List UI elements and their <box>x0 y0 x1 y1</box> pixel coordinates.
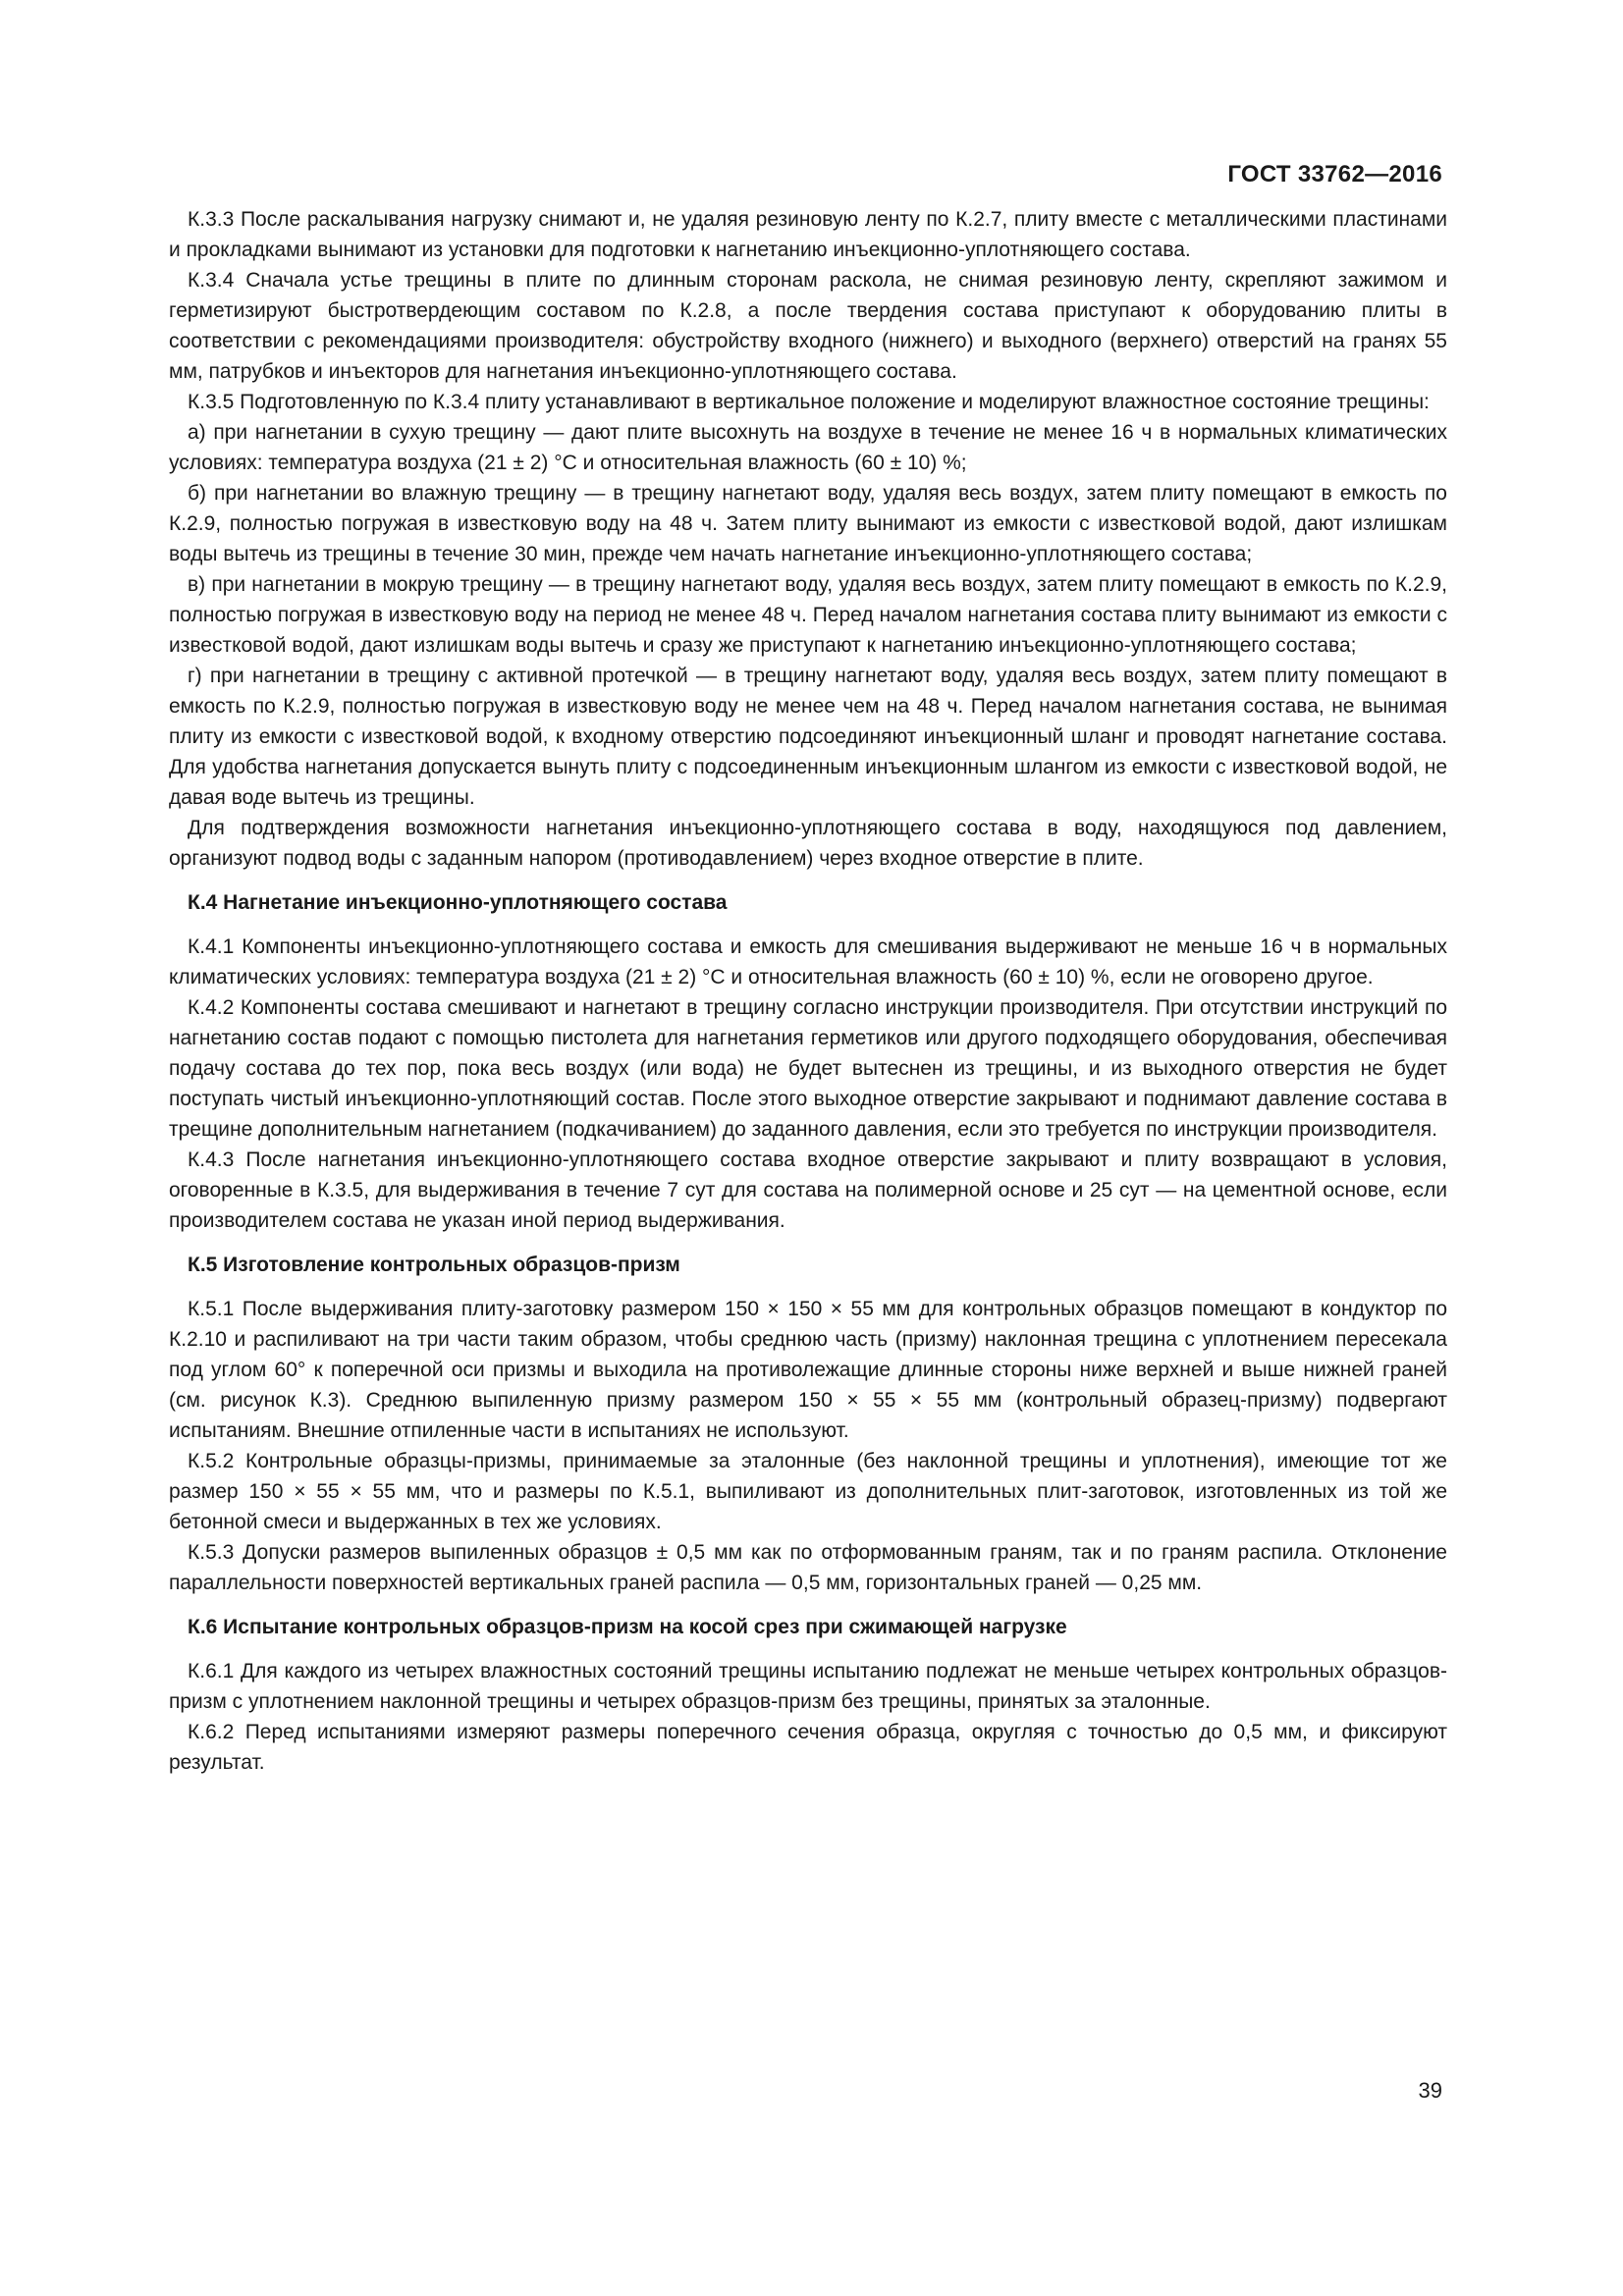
list-item-b: б) при нагнетании во влажную трещину — в трещину нагнетают воду, удаляя весь воздух, затем плиту помещают в емкость по К.2.9, полностью погружая в известковую воду на 48 ч. Затем плиту вынимают из емкости с известковой водой, дают излишкам воды вытечь из трещины в течение 30 мин, прежде чем начать нагнетание инъекционно-уплотняющего состава; <box>169 482 1447 565</box>
section-heading-k6: К.6 Испытание контрольных образцов-призм на косой срез при сжимающей нагрузке <box>188 1616 1067 1638</box>
paragraph-k5-2: К.5.2 Контрольные образцы-призмы, принимаемые за эталонные (без наклонной трещины и уплотнения), имеющие тот же размер 150 × 55 × 55 мм, что и размеры по К.5.1, выпиливают из дополнительных плит-заготовок, изготовленных из той же бетонной смеси и выдержанных в тех же условиях. <box>169 1450 1447 1533</box>
list-item-a: а) при нагнетании в сухую трещину — дают плите высохнуть на воздухе в течение не менее 16 ч в нормальных климатических условиях: температура воздуха (21 ± 2) °С и относительная влажность (60 ± 10) %; <box>169 421 1447 474</box>
paragraph-k4-2: К.4.2 Компоненты состава смешивают и нагнетают в трещину согласно инструкции производителя. При отсутствии инструкций по нагнетанию состав подают с помощью пистолета для нагнетания герметиков или другого подходящего оборудования, обеспечивая подачу состава до тех пор, пока весь воздух (или вода) не будет вытеснен из трещины, и из выходного отверстия не будет поступать чистый инъекционно-уплотняющий состав. После этого выходное отверстие закрывают и поднимают давление состава в трещине дополнительным нагнетанием (подкачиванием) до заданного давления, если это требуется по инструкции производителя. <box>169 996 1447 1141</box>
paragraph-k3-4: К.3.4 Сначала устье трещины в плите по длинным сторонам раскола, не снимая резиновую ленту, скрепляют зажимом и герметизируют быстротвердеющим составом по К.2.8, а после твердения состава приступают к оборудованию плиты в соответствии с рекомендациями производителя: обустройству входного (нижнего) и выходного (верхнего) отверстий на гранях 55 мм, патрубков и инъекторов для нагнетания инъекционно-уплотняющего состава. <box>169 269 1447 383</box>
paragraph-k3-3: К.3.3 После раскалывания нагрузку снимают и, не удаляя резиновую ленту по К.2.7, плиту вместе с металлическими пластинами и прокладками вынимают из установки для подготовки к нагнетанию инъекционно-уплотняющего состава. <box>169 208 1447 261</box>
paragraph-k6-1: К.6.1 Для каждого из четырех влажностных состояний трещины испытанию подлежат не меньше четырех контрольных образцов-призм с уплотнением наклонной трещины и четырех образцов-призм без трещины, принятых за эталонные. <box>169 1660 1447 1713</box>
paragraph-k5-1: К.5.1 После выдерживания плиту-заготовку размером 150 × 150 × 55 мм для контрольных образцов помещают в кондуктор по К.2.10 и распиливают на три части таким образом, чтобы среднюю часть (призму) наклонная трещина с уплотнением пересекала под углом 60° к поперечной оси призмы и выходила на противолежащие длинные стороны ниже верхней и выше нижней граней (см. рисунок К.3). Среднюю выпиленную призму размером 150 × 55 × 55 мм (контрольный образец-призму) подвергают испытаниям. Внешние отпиленные части в испытаниях не используют. <box>169 1298 1447 1442</box>
section-heading-k5: К.5 Изготовление контрольных образцов-призм <box>188 1254 680 1276</box>
paragraph-k5-3: К.5.3 Допуски размеров выпиленных образцов ± 0,5 мм как по отформованным граням, так и по граням распила. Отклонение параллельности поверхностей вертикальных граней распила — 0,5 мм, горизонтальных граней — 0,25 мм. <box>169 1541 1447 1594</box>
section-heading-k4: К.4 Нагнетание инъекционно-уплотняющего состава <box>188 891 728 914</box>
paragraph-pressure-note: Для подтверждения возможности нагнетания инъекционно-уплотняющего состава в воду, находящуюся под давлением, организуют подвод воды с заданным напором (противодавлением) через входное отверстие в плите. <box>169 817 1447 870</box>
paragraph-k6-2: К.6.2 Перед испытаниями измеряют размеры поперечного сечения образца, округляя с точностью до 0,5 мм, и фиксируют результат. <box>169 1721 1447 1774</box>
document-body <box>169 204 1447 1778</box>
paragraph-k4-1: К.4.1 Компоненты инъекционно-уплотняющего состава и емкость для смешивания выдерживают не меньше 16 ч в нормальных климатических условиях: температура воздуха (21 ± 2) °С и относительная влажность (60 ± 10) %, если не оговорено другое. <box>169 935 1447 988</box>
page-number: 39 <box>1418 2078 1442 2103</box>
paragraph-k4-3: К.4.3 После нагнетания инъекционно-уплотняющего состава входное отверстие закрывают и плиту возвращают в условия, оговоренные в К.3.5, для выдерживания в течение 7 сут для состава на полимерной основе и 25 сут — на цементной основе, если производителем состава не указан иной период выдерживания. <box>169 1148 1447 1232</box>
list-item-v: в) при нагнетании в мокрую трещину — в трещину нагнетают воду, удаляя весь воздух, затем плиту помещают в емкость по К.2.9, полностью погружая в известковую воду на период не менее 48 ч. Перед началом нагнетания состава плиту вынимают из емкости с известковой водой, дают излишкам воды вытечь и сразу же приступают к нагнетанию инъекционно-уплотняющего состава; <box>169 573 1447 657</box>
list-item-g: г) при нагнетании в трещину с активной протечкой — в трещину нагнетают воду, удаляя весь воздух, затем плиту помещают в емкость по К.2.9, полностью погружая в известковую воду не менее чем на 48 ч. Перед началом нагнетания состава, не вынимая плиту из емкости с известковой водой, к входному отверстию подсоединяют инъекционный шланг и проводят нагнетание состава. Для удобства нагнетания допускается вынуть плиту с подсоединенным инъекционным шлангом из емкости с известковой водой, не давая воде вытечь из трещины. <box>169 665 1447 809</box>
document-header: ГОСТ 33762—2016 <box>1227 161 1442 187</box>
paragraph-k3-5: К.3.5 Подготовленную по К.3.4 плиту устанавливают в вертикальное положение и моделируют влажностное состояние трещины: <box>188 391 1430 413</box>
